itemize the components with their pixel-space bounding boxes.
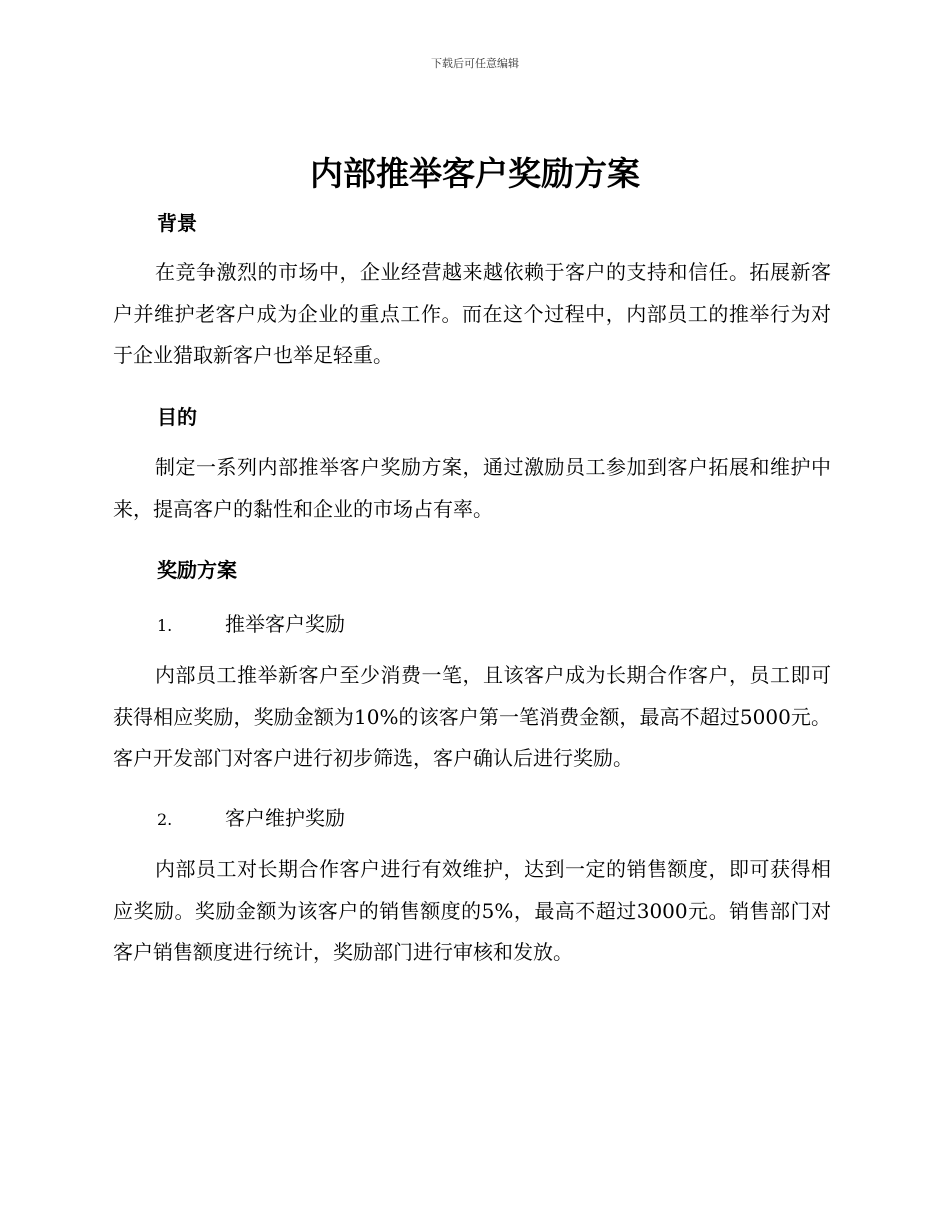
paragraph-maintenance: 内部员工对长期合作客户进行有效维护，达到一定的销售额度，即可获得相应奖励。奖励金额为该客户的销售额度的5%，最高不超过3000元。销售部门对客户销售额度进行统计，奖励部门进行审核和发放。 (113, 857, 831, 964)
list-number: 2. (157, 810, 173, 829)
list-label: 客户维护奖励 (225, 806, 345, 830)
heading-background: 背景 (157, 211, 197, 235)
paragraph-referral: 内部员工推举新客户至少消费一笔，且该客户成为长期合作客户，员工即可获得相应奖励，奖励金额为10%的该客户第一笔消费金额，最高不超过5000元。客户开发部门对客户进行初步筛选，客户确认后进行奖励。 (113, 663, 831, 770)
list-item-maintenance (157, 802, 345, 831)
list-item-referral (157, 608, 345, 637)
list-number: 1. (157, 616, 173, 635)
header-note: 下载后可任意编辑 (431, 57, 519, 70)
heading-plan: 奖励方案 (157, 558, 237, 582)
paragraph-background: 在竞争激烈的市场中，企业经营越来越依赖于客户的支持和信任。拓展新客户并维护老客户成为企业的重点工作。而在这个过程中，内部员工的推举行为对于企业猎取新客户也举足轻重。 (113, 260, 831, 367)
document-title: 内部推举客户奖励方案 (310, 154, 640, 193)
paragraph-purpose: 制定一系列内部推举客户奖励方案，通过激励员工参加到客户拓展和维护中来，提高客户的黏性和企业的市场占有率。 (113, 455, 831, 521)
list-label: 推举客户奖励 (225, 612, 345, 636)
heading-purpose: 目的 (157, 405, 197, 429)
